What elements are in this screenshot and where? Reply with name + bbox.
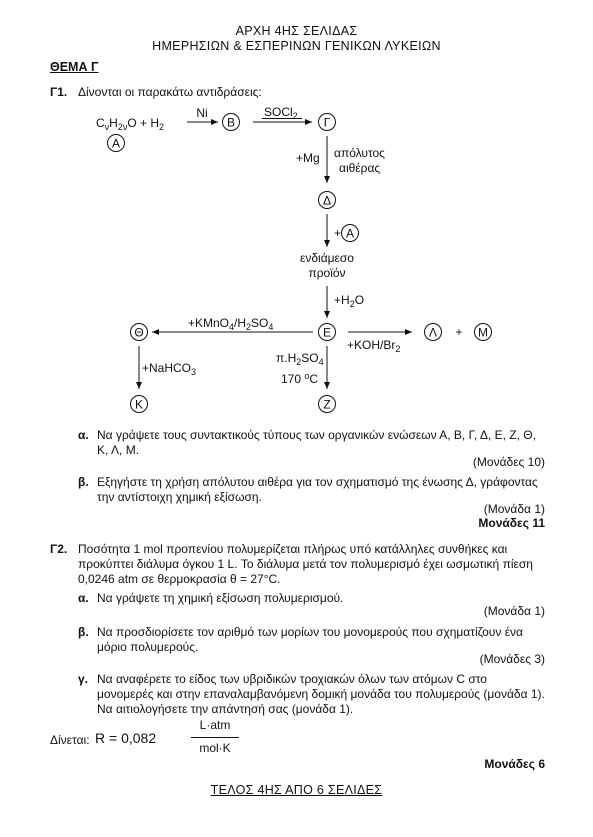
page-header-line2: ΗΜΕΡΗΣΙΩΝ & ΕΣΠΕΡΙΝΩΝ ΓΕΝΙΚΩΝ ΛΥΚΕΙΩΝ (152, 39, 441, 53)
question-g2-number: Γ2. (50, 542, 68, 556)
compound-G-label: Γ (323, 115, 331, 130)
g2-c-text: Να αναφέρετε το είδος των υβριδικών τροχιακών όλων των ατόμων C στο μονομερές και στην επαναλαμβανόμενη δομική μονάδα του πολυμερούς (μονάδα 1). Να αιτιολογήσετε την απάντησή σας (μονάδα 1). (97, 672, 545, 716)
reagent-koh: $+KOH/Br_2$ (347, 338, 401, 354)
g1-b-marks: (Μονάδα 1) (483, 502, 545, 516)
compound-M-label: Μ (478, 325, 488, 340)
compound-Th-label: Θ (134, 325, 144, 340)
page-footer: ΤΕΛΟΣ 4ΗΣ ΑΠΟ 6 ΣΕΛΙΔΕΣ (210, 783, 383, 797)
g1-b-letter: β. (78, 475, 89, 489)
plus-sign: + (334, 226, 342, 240)
compound-A-label: Α (111, 136, 121, 151)
compound-B-label: Β (226, 115, 236, 130)
given-label: Δίνεται: (50, 733, 90, 747)
reactant-formula (96, 116, 164, 132)
g1-total-marks: Μονάδες 11 (478, 516, 545, 530)
reagent-kmno4: $+KMnO_4/H_2SO_4$ (188, 316, 274, 332)
solvent-line1: απόλυτος (334, 146, 385, 160)
g2-b-marks: (Μονάδες 3) (479, 652, 545, 666)
reagent-water: $+H_2O$ (334, 293, 365, 309)
formula-denominator: mol·K (199, 741, 231, 755)
gas-constant-formula: R = 0,082 (95, 730, 157, 746)
g1-b-text: Εξηγήστε τη χρήση απόλυτου αιθέρα για τον σχηματισμό της ένωσης Δ, γράφοντας την αντίστοιχη χημική εξίσωση. (97, 475, 538, 504)
reaction-temperature: 170 $^o$C (281, 371, 319, 386)
g2-total-marks: Μονάδες 6 (484, 757, 545, 771)
g1-a-text: Να γράψετε τους συντακτικούς τύπους των οργανικών ενώσεων Α, Β, Γ, Δ, Ε, Ζ, Θ, Κ, Λ, Μ. (97, 428, 536, 457)
reagent-socl2: SOCl$_2$ (264, 105, 298, 121)
compound-E-label: Ε (322, 325, 332, 340)
reagent-mg: +Mg (296, 151, 320, 165)
g1-a-letter: α. (78, 428, 89, 442)
reagent-ni: Ni (196, 106, 208, 120)
question-g2-intro: Ποσότητα 1 mol προπενίου πολυμερίζεται πλήρως υπό κατάλληλες συνθήκες και προκύπτει διάλυμα όγκου 1 L. Το διάλυμα μετά τον πολυμερισμό έχει ωσμωτική πίεση 0,0246 atm σε θερμοκρασία θ = 27°C. (78, 542, 533, 586)
g2-a-letter: α. (78, 591, 89, 605)
question-g1-number: Γ1. (50, 85, 68, 99)
compound-L-label: Λ (428, 325, 438, 340)
formula-numerator: L·atm (199, 718, 231, 732)
g1-a-marks: (Μονάδες 10) (472, 455, 545, 469)
reagent-conc-h2so4: $\pi.H_2SO_4$ (276, 351, 324, 367)
intermediate-line1: ενδιάμεσο (300, 251, 354, 265)
solvent-line2: αιθέρας (339, 161, 381, 175)
plus-sign-products: + (455, 325, 463, 339)
g2-b-text: Να προσδιορίσετε τον αριθμό των μορίων του μονομερούς που σχηματίζουν ένα μόριο πολυμερούς. (97, 625, 523, 654)
g2-a-marks: (Μονάδα 1) (483, 604, 545, 618)
compound-K-label: Κ (134, 397, 144, 412)
g2-b-letter: β. (78, 625, 89, 639)
compound-D-label: Δ (322, 193, 332, 208)
g2-c-letter: γ. (78, 672, 89, 686)
reagent-A-label: Α (345, 226, 355, 241)
svg-text:CνH2νO + H2: $C_\nu H_{2\nu}O + H_2$ (96, 116, 165, 132)
compound-Z-label: Ζ (323, 397, 331, 412)
g2-a-text: Να γράψετε τη χημική εξίσωση πολυμερισμού. (97, 591, 344, 605)
reaction-scheme (0, 100, 593, 420)
intermediate-line2: προϊόν (308, 266, 346, 280)
question-g1-intro: Δίνονται οι παρακάτω αντιδράσεις: (78, 85, 262, 99)
fraction-bar (191, 737, 239, 738)
theme-title: ΘΕΜΑ Γ (50, 60, 99, 74)
page-header-line1: ΑΡΧΗ 4ΗΣ ΣΕΛΙΔΑΣ (235, 24, 358, 38)
reagent-nahco3: +NaHCO$_3$ (142, 361, 197, 377)
